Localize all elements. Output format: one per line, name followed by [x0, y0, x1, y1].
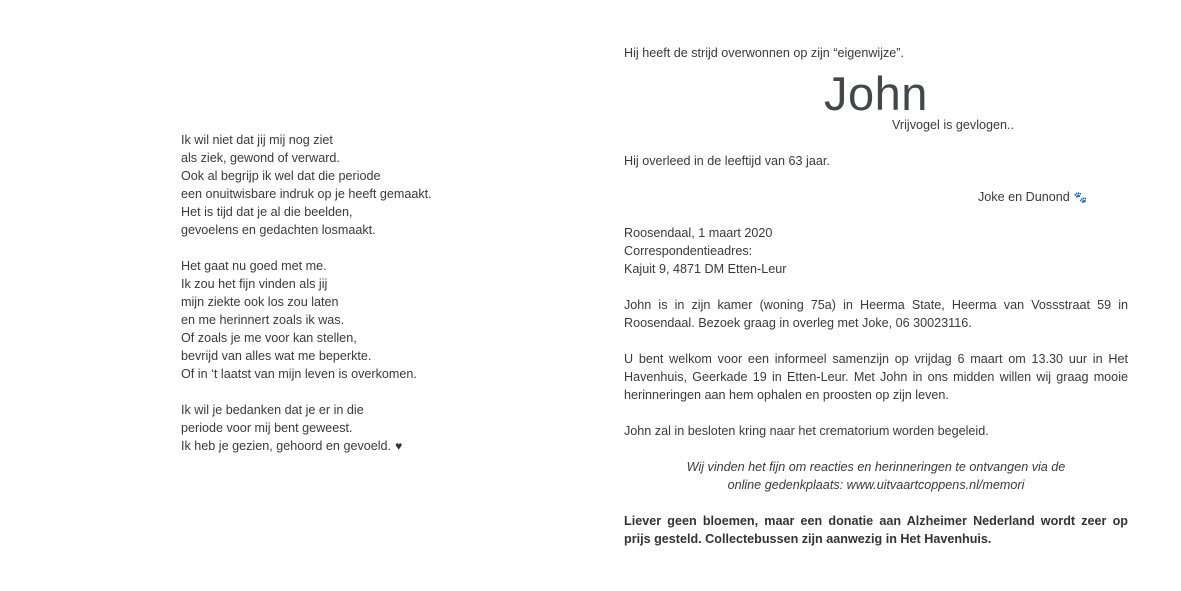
poem [181, 131, 511, 455]
poem-line: mijn ziekte ook los zou laten [181, 295, 339, 309]
deceased-name: John [824, 67, 928, 120]
heart-icon: ♥ [395, 439, 403, 453]
poem-line: Ik wil je bedanken dat je er in die [181, 403, 364, 417]
poem-line: Of zoals je me voor kan stellen, [181, 331, 357, 345]
meeting-paragraph: U bent welkom voor een informeel samenzijn op vrijdag 6 maart om 13.30 uur in Het Havenhuis, Geerkade 19 in Etten-Leur. Met John in ons midden willen wij graag mooie herinneringen aan hem ophalen en proosten op zijn leven. [624, 352, 1128, 402]
poem-line-last [181, 437, 511, 455]
poem-line: Het is tijd dat je al die beelden, [181, 205, 353, 219]
online-memorial [624, 458, 1128, 494]
age-line: Hij overleed in de leeftijd van 63 jaar. [624, 154, 830, 168]
visit-paragraph: John is in zijn kamer (woning 75a) in Heerma State, Heerma van Vossstraat 59 in Roosendaal. Bezoek graag in overleg met Joke, 06 30023116. [624, 298, 1128, 330]
poem-line: Het gaat nu goed met me. [181, 259, 327, 273]
place-and-address [624, 224, 786, 278]
signature-names: Joke en Dunond [978, 190, 1070, 204]
online-line-2: online gedenkplaats: www.uitvaartcoppens.nl/memori [727, 478, 1025, 492]
paw-icon: 🐾 [1073, 192, 1088, 204]
correspondence-address: Kajuit 9, 4871 DM Etten-Leur [624, 262, 787, 276]
poem-stanza-3 [181, 401, 511, 455]
poem-line: periode voor mij bent geweest. [181, 421, 353, 435]
signature [978, 188, 1087, 207]
poem-line: Ook al begrijp ik wel dat die periode [181, 169, 381, 183]
poem-stanza-1 [181, 131, 511, 239]
cremation-line: John zal in besloten kring naar het crematorium worden begeleid. [624, 424, 989, 438]
poem-line-text: Ik heb je gezien, gehoord en gevoeld. [181, 439, 392, 453]
opening-line: Hij heeft de strijd overwonnen op zijn “eigenwijze”. [624, 46, 905, 60]
subtitle: Vrijvogel is gevlogen.. [892, 118, 1015, 132]
correspondence-label: Correspondentieadres: [624, 244, 753, 258]
poem-line: Of in ‘t laatst van mijn leven is overkomen. [181, 367, 417, 381]
poem-line: een onuitwisbare indruk op je heeft gemaakt. [181, 187, 432, 201]
poem-line: gevoelens en gedachten losmaakt. [181, 223, 376, 237]
poem-line: bevrijd van alles wat me beperkte. [181, 349, 372, 363]
donation-note: Liever geen bloemen, maar een donatie aan Alzheimer Nederland wordt zeer op prijs gesteld. Collectebussen zijn aanwezig in Het Havenhuis. [624, 514, 1128, 546]
poem-stanza-2 [181, 257, 511, 383]
poem-line: Ik zou het fijn vinden als jij [181, 277, 328, 291]
online-line-1: Wij vinden het fijn om reacties en herinneringen te ontvangen via de [686, 460, 1066, 474]
place-date: Roosendaal, 1 maart 2020 [624, 226, 773, 240]
poem-line: en me herinnert zoals ik was. [181, 313, 345, 327]
poem-line: als ziek, gewond of verward. [181, 151, 340, 165]
poem-line: Ik wil niet dat jij mij nog ziet [181, 133, 333, 147]
